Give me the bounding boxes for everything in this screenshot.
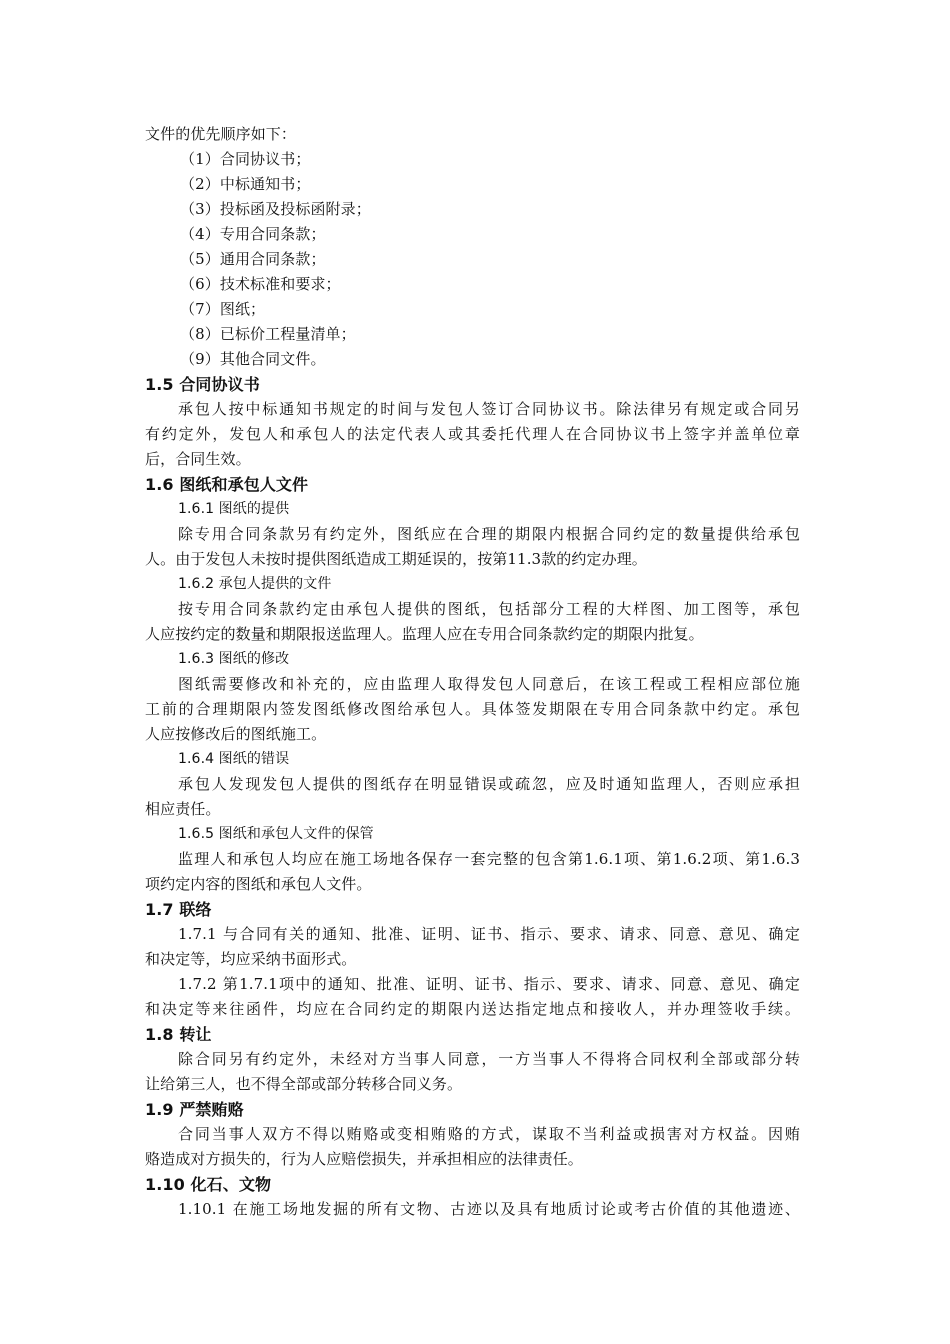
paragraph-line: 监理人和承包人均应在施工场地各保存一套完整的包含第1.6.1项、第1.6.2项、第1.6.3 [178, 850, 800, 868]
section-heading-1-9: 1.9 严禁贿赂 [145, 1100, 244, 1119]
section-heading-1-8: 1.8 转让 [145, 1025, 212, 1044]
paragraph-line: 1.10.1 在施工场地发掘的所有文物、古迹以及具有地质讨论或考古价值的其他遗迹、 [178, 1200, 800, 1218]
subsection-title-1-6-4: 1.6.4 图纸的错误 [178, 751, 290, 767]
subsection-title-1-6-1: 1.6.1 图纸的提供 [178, 501, 290, 517]
paragraph-line: 人应按约定的数量和期限报送监理人。监理人应在专用合同条款约定的期限内批复。 [145, 625, 704, 643]
priority-item: （1）合同协议书； [180, 150, 311, 168]
section-heading-1-7: 1.7 联络 [145, 900, 212, 919]
paragraph-line: 工前的合理期限内签发图纸修改图给承包人。具体签发期限在专用合同条款中约定。承包 [145, 700, 800, 718]
paragraph-line: 项约定内容的图纸和承包人文件。 [145, 875, 372, 893]
paragraph-line: 和决定等，均应采纳书面形式。 [145, 950, 357, 968]
paragraph-line: 有约定外，发包人和承包人的法定代表人或其委托代理人在合同协议书上签字并盖单位章 [145, 425, 800, 443]
paragraph-line: 后，合同生效。 [145, 450, 251, 468]
paragraph-line: 承包人发现发包人提供的图纸存在明显错误或疏忽，应及时通知监理人，否则应承担 [178, 775, 800, 793]
priority-item: （4）专用合同条款； [180, 225, 326, 243]
paragraph-line: 人。由于发包人未按时提供图纸造成工期延误的，按第11.3款的约定办理。 [145, 550, 647, 568]
paragraph-line: 除合同另有约定外，未经对方当事人同意，一方当事人不得将合同权利全部或部分转 [178, 1050, 800, 1068]
subsection-title-1-6-2: 1.6.2 承包人提供的文件 [178, 576, 332, 592]
paragraph-line: 让给第三人，也不得全部或部分转移合同义务。 [145, 1075, 463, 1093]
priority-intro: 文件的优先顺序如下： [145, 125, 297, 143]
paragraph-line: 1.7.1 与合同有关的通知、批准、证明、证书、指示、要求、请求、同意、意见、确定 [178, 925, 800, 943]
section-heading-1-10: 1.10 化石、文物 [145, 1175, 272, 1194]
paragraph-line: 人应按修改后的图纸施工。 [145, 725, 327, 743]
paragraph-line: 1.7.2 第1.7.1项中的通知、批准、证明、证书、指示、要求、请求、同意、意见、确定 [178, 975, 800, 993]
paragraph-line: 按专用合同条款约定由承包人提供的图纸，包括部分工程的大样图、加工图等，承包 [178, 600, 800, 618]
section-heading-1-5: 1.5 合同协议书 [145, 375, 260, 394]
subsection-title-1-6-3: 1.6.3 图纸的修改 [178, 651, 290, 667]
priority-item: （8）已标价工程量清单； [180, 325, 356, 343]
section-heading-1-6: 1.6 图纸和承包人文件 [145, 475, 309, 494]
paragraph-line: 赂造成对方损失的，行为人应赔偿损失，并承担相应的法律责任。 [145, 1150, 583, 1168]
priority-item: （9）其他合同文件。 [180, 350, 326, 368]
paragraph-line: 除专用合同条款另有约定外，图纸应在合理的期限内根据合同约定的数量提供给承包 [178, 525, 800, 543]
priority-item: （2）中标通知书； [180, 175, 311, 193]
paragraph-line: 合同当事人双方不得以贿赂或变相贿赂的方式，谋取不当利益或损害对方权益。因贿 [178, 1125, 800, 1143]
priority-item: （3）投标函及投标函附录； [180, 200, 371, 218]
paragraph-line: 承包人按中标通知书规定的时间与发包人签订合同协议书。除法律另有规定或合同另 [178, 400, 800, 418]
paragraph-line: 图纸需要修改和补充的，应由监理人取得发包人同意后，在该工程或工程相应部位施 [178, 675, 800, 693]
paragraph-line: 和决定等来往函件，均应在合同约定的期限内送达指定地点和接收人，并办理签收手续。 [145, 1000, 800, 1018]
priority-item: （5）通用合同条款； [180, 250, 326, 268]
priority-item: （7）图纸； [180, 300, 266, 318]
paragraph-line: 相应责任。 [145, 800, 221, 818]
priority-item: （6）技术标准和要求； [180, 275, 341, 293]
subsection-title-1-6-5: 1.6.5 图纸和承包人文件的保管 [178, 826, 374, 842]
